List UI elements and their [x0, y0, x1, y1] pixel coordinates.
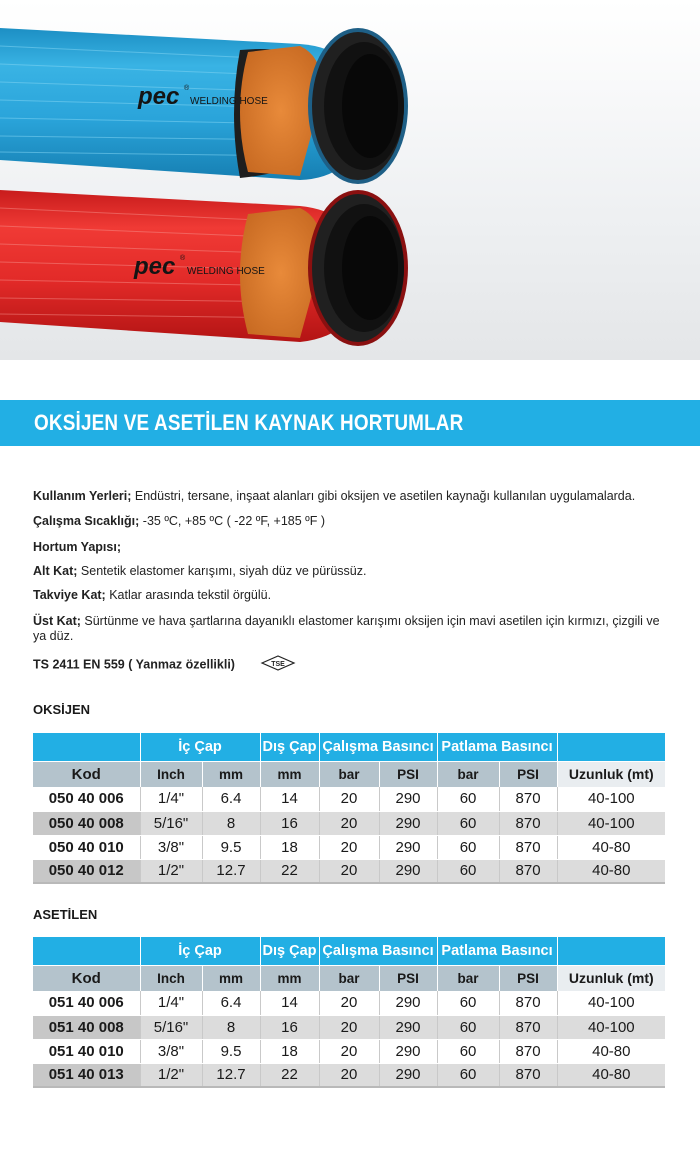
cell-inch: 5/16"	[140, 811, 202, 835]
table-row	[33, 859, 665, 883]
cell-patlama-bar: 60	[437, 835, 499, 859]
spec-inner-key: Alt Kat;	[33, 564, 78, 578]
table-row	[33, 1063, 665, 1087]
cell-kod: 050 40 006	[33, 787, 140, 811]
spec-temperature-key: Çalışma Sıcaklığı;	[33, 514, 140, 528]
hdr-psi-burst: PSI	[499, 965, 557, 991]
asetilen-title: ASETİLEN	[33, 907, 98, 922]
cell-dis-mm: 16	[260, 1015, 319, 1039]
page-title: OKSİJEN VE ASETİLEN KAYNAK HORTUMLAR	[34, 410, 464, 435]
cell-mm: 9.5	[202, 835, 260, 859]
cell-calisma-bar: 20	[319, 1015, 379, 1039]
blue-hose-brand: pec	[138, 83, 180, 110]
cell-dis-mm: 14	[260, 787, 319, 811]
cell-uzunluk: 40-100	[557, 811, 665, 835]
cell-kod: 051 40 010	[33, 1039, 140, 1063]
red-hose-brand: pec	[134, 253, 176, 280]
cell-mm: 6.4	[202, 991, 260, 1015]
hdr-bar-burst: bar	[437, 965, 499, 991]
cell-mm: 8	[202, 811, 260, 835]
spec-reinforcement-key: Takviye Kat;	[33, 588, 106, 602]
hoses-illustration	[0, 0, 700, 360]
cell-mm: 8	[202, 1015, 260, 1039]
hdr-mm: mm	[202, 965, 260, 991]
cell-calisma-bar: 20	[319, 811, 379, 835]
hdr-calisma: Çalışma Basıncı	[319, 937, 437, 965]
cell-inch: 5/16"	[140, 1015, 202, 1039]
spec-standard	[33, 655, 673, 675]
cell-dis-mm: 22	[260, 1063, 319, 1087]
red-hose	[0, 190, 408, 346]
cell-patlama-bar: 60	[437, 1063, 499, 1087]
cell-mm: 12.7	[202, 859, 260, 883]
oksijen-table	[33, 733, 665, 884]
red-hose-label: WELDING HOSE	[187, 266, 265, 277]
cell-patlama-bar: 60	[437, 1015, 499, 1039]
cell-uzunluk: 40-100	[557, 787, 665, 811]
hdr-blank-uz	[557, 937, 665, 965]
hdr-inch: Inch	[140, 965, 202, 991]
table-row	[33, 811, 665, 835]
cell-inch: 1/4"	[140, 991, 202, 1015]
table-row	[33, 1015, 665, 1039]
hdr-bar: bar	[319, 965, 379, 991]
hdr-bar: bar	[319, 761, 379, 787]
cell-calisma-psi: 290	[379, 1063, 437, 1087]
cell-inch: 3/8"	[140, 835, 202, 859]
cell-inch: 1/2"	[140, 859, 202, 883]
spec-structure	[33, 540, 673, 555]
cell-kod: 050 40 008	[33, 811, 140, 835]
cell-uzunluk: 40-80	[557, 1039, 665, 1063]
cell-dis-mm: 22	[260, 859, 319, 883]
cell-uzunluk: 40-100	[557, 991, 665, 1015]
hdr-blank	[33, 937, 140, 965]
cell-calisma-bar: 20	[319, 787, 379, 811]
cell-calisma-bar: 20	[319, 835, 379, 859]
hdr-kod: Kod	[33, 761, 140, 787]
table-row	[33, 835, 665, 859]
hdr-blank	[33, 733, 140, 761]
spec-outer-layer	[33, 614, 673, 644]
cell-uzunluk: 40-80	[557, 859, 665, 883]
cell-kod: 051 40 013	[33, 1063, 140, 1087]
cell-inch: 1/2"	[140, 1063, 202, 1087]
cell-kod: 050 40 010	[33, 835, 140, 859]
spec-outer-key: Üst Kat;	[33, 614, 81, 628]
cell-calisma-psi: 290	[379, 787, 437, 811]
cell-calisma-psi: 290	[379, 811, 437, 835]
hdr-uzunluk: Uzunluk (mt)	[557, 761, 665, 787]
tse-logo-text: TSE	[271, 661, 286, 668]
cell-patlama-psi: 870	[499, 859, 557, 883]
cell-calisma-bar: 20	[319, 991, 379, 1015]
hdr-patlama: Patlama Basıncı	[437, 937, 557, 965]
hdr-blank-uz	[557, 733, 665, 761]
spec-inner-value: Sentetik elastomer karışımı, siyah düz ve pürüssüz.	[77, 564, 367, 578]
cell-dis-mm: 18	[260, 1039, 319, 1063]
table-row	[33, 787, 665, 811]
cell-patlama-psi: 870	[499, 787, 557, 811]
hdr-psi: PSI	[379, 965, 437, 991]
cell-calisma-bar: 20	[319, 859, 379, 883]
spec-inner-layer	[33, 564, 673, 579]
spec-reinforcement-value: Katlar arasında tekstil örgülü.	[105, 588, 272, 602]
blue-hose	[0, 28, 408, 184]
spec-usage	[33, 489, 673, 504]
cell-kod: 051 40 008	[33, 1015, 140, 1039]
cell-patlama-bar: 60	[437, 991, 499, 1015]
cell-kod: 050 40 012	[33, 859, 140, 883]
hdr-mm-outer: mm	[260, 965, 319, 991]
cell-calisma-psi: 290	[379, 1039, 437, 1063]
spec-temperature-value: -35 ºC, +85 ºC ( -22 ºF, +185 ºF )	[139, 514, 326, 528]
cell-patlama-bar: 60	[437, 787, 499, 811]
spec-reinforcement	[33, 588, 673, 603]
hdr-bar-burst: bar	[437, 761, 499, 787]
hdr-psi-burst: PSI	[499, 761, 557, 787]
cell-calisma-psi: 290	[379, 1015, 437, 1039]
asetilen-table	[33, 937, 665, 1088]
spec-temperature	[33, 514, 673, 529]
cell-dis-mm: 16	[260, 811, 319, 835]
cell-patlama-bar: 60	[437, 811, 499, 835]
cell-uzunluk: 40-100	[557, 1015, 665, 1039]
cell-mm: 12.7	[202, 1063, 260, 1087]
cell-calisma-bar: 20	[319, 1063, 379, 1087]
cell-patlama-psi: 870	[499, 1063, 557, 1087]
hero-image	[0, 0, 700, 360]
hdr-ic-cap: İç Çap	[140, 733, 260, 761]
cell-patlama-psi: 870	[499, 1039, 557, 1063]
cell-calisma-psi: 290	[379, 991, 437, 1015]
hdr-ic-cap: İç Çap	[140, 937, 260, 965]
spec-structure-key: Hortum Yapısı;	[33, 540, 121, 554]
cell-calisma-bar: 20	[319, 1039, 379, 1063]
svg-text:®: ®	[180, 255, 186, 262]
hdr-inch: Inch	[140, 761, 202, 787]
cell-mm: 6.4	[202, 787, 260, 811]
table-row	[33, 1039, 665, 1063]
hdr-patlama: Patlama Basıncı	[437, 733, 557, 761]
hdr-dis-cap: Dış Çap	[260, 733, 319, 761]
cell-inch: 1/4"	[140, 787, 202, 811]
cell-patlama-psi: 870	[499, 811, 557, 835]
title-bar	[0, 400, 700, 446]
cell-patlama-psi: 870	[499, 991, 557, 1015]
spec-outer-value: Sürtünme ve hava şartlarına dayanıklı elastomer karışımı oksijen için mavi asetilen için kırmızı, çizgili ve ya düz.	[33, 614, 660, 643]
hdr-kod: Kod	[33, 965, 140, 991]
cell-uzunluk: 40-80	[557, 835, 665, 859]
svg-text:®: ®	[184, 85, 190, 92]
hdr-mm: mm	[202, 761, 260, 787]
cell-dis-mm: 14	[260, 991, 319, 1015]
hdr-dis-cap: Dış Çap	[260, 937, 319, 965]
hdr-calisma: Çalışma Basıncı	[319, 733, 437, 761]
cell-uzunluk: 40-80	[557, 1063, 665, 1087]
cell-calisma-psi: 290	[379, 835, 437, 859]
cell-patlama-psi: 870	[499, 1015, 557, 1039]
hdr-psi: PSI	[379, 761, 437, 787]
blue-hose-label: WELDING HOSE	[190, 96, 268, 107]
hdr-mm-outer: mm	[260, 761, 319, 787]
hdr-uzunluk: Uzunluk (mt)	[557, 965, 665, 991]
cell-patlama-bar: 60	[437, 859, 499, 883]
standard-text: TS 2411 EN 559 ( Yanmaz özellikli)	[33, 657, 235, 672]
cell-inch: 3/8"	[140, 1039, 202, 1063]
spec-usage-value: Endüstri, tersane, inşaat alanları gibi oksijen ve asetilen kaynağı kullanılan uygulamalarda.	[131, 489, 636, 503]
oksijen-title: OKSİJEN	[33, 702, 91, 717]
cell-kod: 051 40 006	[33, 991, 140, 1015]
cell-calisma-psi: 290	[379, 859, 437, 883]
cell-dis-mm: 18	[260, 835, 319, 859]
cell-patlama-psi: 870	[499, 835, 557, 859]
cell-mm: 9.5	[202, 1039, 260, 1063]
spec-usage-key: Kullanım Yerleri;	[33, 489, 132, 503]
table-row	[33, 991, 665, 1015]
tse-logo-icon	[260, 655, 296, 675]
cell-patlama-bar: 60	[437, 1039, 499, 1063]
